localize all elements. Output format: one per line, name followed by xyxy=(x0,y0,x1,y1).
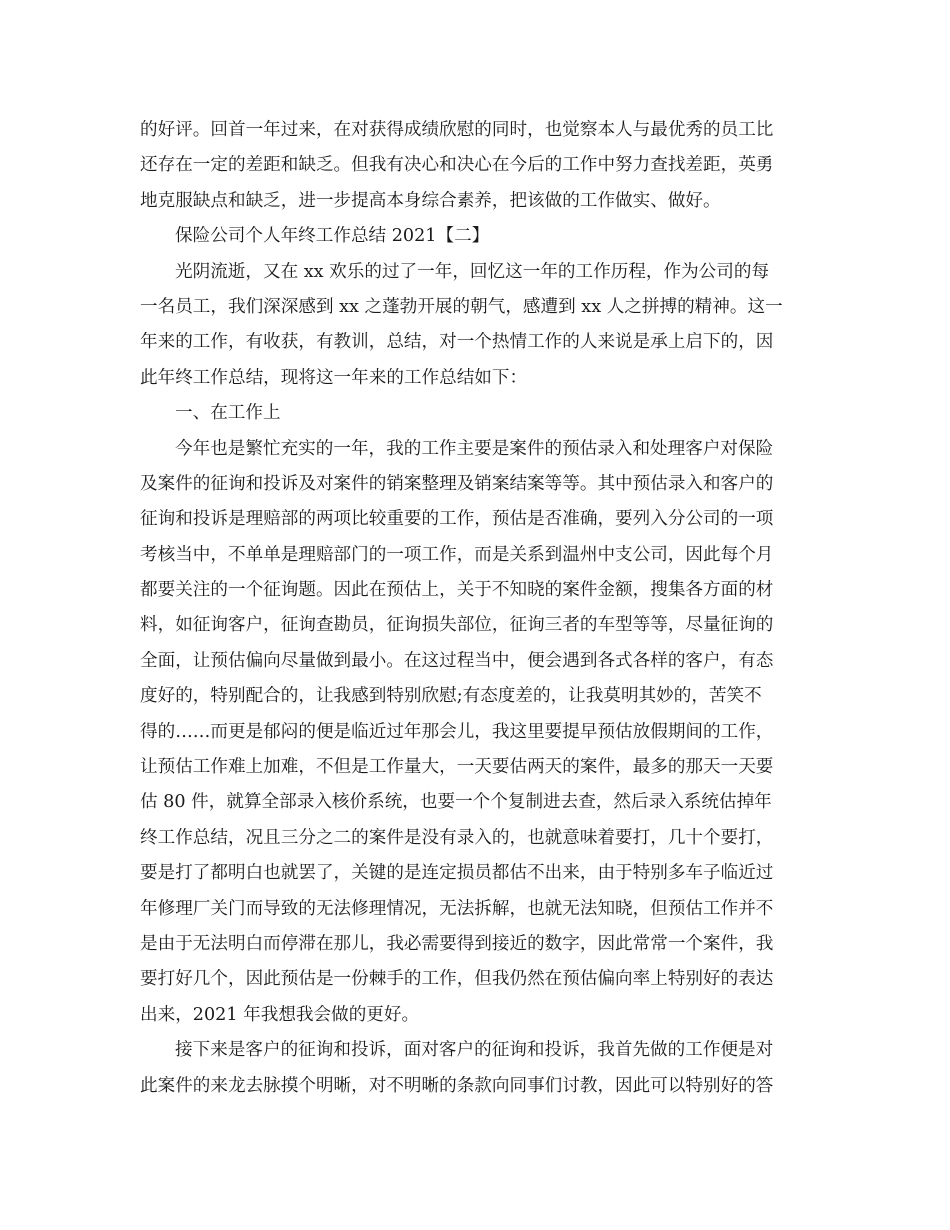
text-line: 要打好几个，因此预估是一份棘手的工作，但我仍然在预估偏向率上特别好的表达 xyxy=(140,969,774,990)
text-line: 年来的工作，有收获，有教训，总结，对一个热情工作的人来说是承上启下的，因 xyxy=(140,332,774,353)
document-body xyxy=(140,113,824,1104)
text-line: 接下来是客户的征询和投诉，面对客户的征询和投诉，我首先做的工作便是对 xyxy=(175,1040,774,1061)
text-line: 终工作总结，况且三分之二的案件是没有录入的，也就意味着要打，几十个要打， xyxy=(140,827,774,848)
text-line: 考核当中，不单单是理赔部门的一项工作，而是关系到温州中支公司，因此每个月 xyxy=(140,544,774,565)
text-line: 的好评。回首一年过来，在对获得成绩欣慰的同时，也觉察本人与最优秀的员工比 xyxy=(140,120,774,140)
text-line: 一名员工，我们深深感到 xx 之蓬勃开展的朝气，感遭到 xx 人之拼搏的精神。这一 xyxy=(140,296,783,317)
text-line: 此案件的来龙去脉摸个明晰，对不明晰的条款向同事们讨教，因此可以特别好的答 xyxy=(140,1075,774,1096)
text-line: 让预估工作难上加难，不但是工作量大，一天要估两天的案件，最多的那天一天要 xyxy=(140,757,774,778)
text-line: 光阴流逝，又在 xx 欢乐的过了一年，回忆这一年的工作历程，作为公司的每 xyxy=(175,261,770,282)
text-line: 得的……而更是郁闷的便是临近过年那会儿，我这里要提早预估放假期间的工作， xyxy=(140,721,774,742)
text-line: 出来，2021 年我想我会做的更好。 xyxy=(140,1004,420,1025)
text-line: 此年终工作总结，现将这一年来的工作总结如下： xyxy=(140,367,528,388)
text-line: 年修理厂关门而导致的无法修理情况，无法拆解，也就无法知晓，但预估工作并不 xyxy=(140,898,774,919)
section-heading: 保险公司个人年终工作总结 2021【二】 xyxy=(175,226,490,247)
subsection-heading: 一、在工作上 xyxy=(175,403,281,424)
text-line: 是由于无法明白而停滞在那儿，我必需要得到接近的数字，因此常常一个案件，我 xyxy=(140,933,774,954)
text-line: 估 80 件，就算全部录入核价系统，也要一个个复制进去查，然后录入系统估掉年 xyxy=(140,792,772,813)
text-line: 都要关注的一个征询题。因此在预估上，关于不知晓的案件金额，搜集各方面的材 xyxy=(140,580,774,601)
text-line: 今年也是繁忙充实的一年，我的工作主要是案件的预估录入和处理客户对保险 xyxy=(175,438,774,459)
text-line: 地克服缺点和缺乏，进一步提高本身综合素养，把该做的工作做实、做好。 xyxy=(140,190,721,211)
text-line: 度好的，特别配合的，让我感到特别欣慰;有态度差的，让我莫明其妙的，苦笑不 xyxy=(140,686,762,707)
text-line: 征询和投诉是理赔部的两项比较重要的工作，预估是否准确，要列入分公司的一项 xyxy=(140,509,774,530)
text-line: 料，如征询客户，征询查勘员，征询损失部位，征询三者的车型等等，尽量征询的 xyxy=(140,615,774,636)
text-line: 要是打了都明白也就罢了，关键的是连定损员都估不出来，由于特别多车子临近过 xyxy=(140,863,774,884)
text-line: 全面，让预估偏向尽量做到最小。在这过程当中，便会遇到各式各样的客户，有态 xyxy=(140,650,774,671)
text-line: 及案件的征询和投诉及对案件的销案整理及销案结案等等。其中预估录入和客户的 xyxy=(140,473,774,494)
text-line: 还存在一定的差距和缺乏。但我有决心和决心在今后的工作中努力查找差距，英勇 xyxy=(140,155,774,176)
